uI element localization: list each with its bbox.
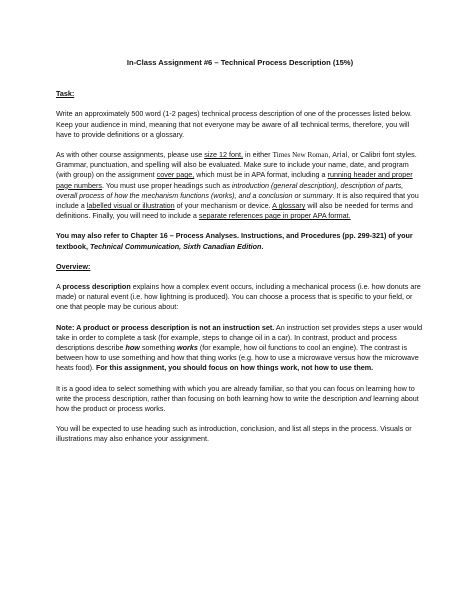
visual-requirement: labelled visual or illustration [86,201,175,211]
task-paragraph-3 [56,231,424,251]
text-run: . You must use proper headings such as [101,180,232,190]
overview-paragraph-3 [56,384,424,415]
text-run: It is a good idea to select something with which you are already familiar, so that you can focus on learning how to write the process description, rather than focusing on both learning how to write the description [56,383,415,403]
emphasis-and: and [359,393,372,403]
overview-paragraph-4: You will be expected to use heading such as introduction, conclusion, and list all steps in the process. Visuals or illustrations may also enhance your assignment. [56,424,412,444]
text-run: which must be in APA format, including a [194,170,328,180]
font-name-times: Times New Roman [272,151,329,160]
text-run: something [139,343,178,353]
emphasis-how: how [125,343,140,353]
note-text: Note: A product or process description is not an instruction set. [56,322,275,332]
overview-heading: Overview: [56,261,91,271]
text-run: An instruction set provides steps a user would take in order to complete a task (for example, steps to change oil in a car). In contrast, product and process descriptions describe [56,322,423,353]
text-run: learning about how the product or process works. [56,393,419,414]
text-run: . [261,241,264,251]
overview-paragraph-2 [56,323,424,374]
page-title: In-Class Assignment #6 – Technical Process Description (15%) [126,58,354,67]
glossary-requirement: A glossary [272,201,306,211]
text-run: (for example, how oil functions to cool an engine). The contrast is between how to use something and how that thing works (e.g. how to use a microwave versus how the microwave heats food). [56,343,419,373]
text-run: A [56,282,63,292]
text-run: , [328,150,333,160]
font-name-arial: Arial [332,151,348,160]
text-run: , or Calibri font styles. Grammar, punctuation, and spelling will also be evaluated. Make sure to include your name, date, and program (with group) on the assignment [56,150,417,180]
cover-page-requirement: cover page, [156,170,195,180]
header-requirement: running header and proper page numbers [56,170,413,190]
task-paragraph-1: Write an approximately 500 word (1-2 pages) technical process description of one of the processes listed below. Keep your audience in mind, meaning that not everyone may be aware of all technical terms, therefore, you will have to provide definitions or a glossary. [56,109,412,139]
headings-list: introduction (general description), description of parts, overall process of how the mechanism functions (works), and a conclusion or summary [56,180,404,200]
text-run: As with other course assignments, please use [56,150,205,160]
focus-statement: For this assignment, you should focus on how things work, not how to use them. [95,363,374,373]
references-requirement: separate references page in proper APA format. [198,211,351,221]
text-run: of your mechanism or device. [174,201,273,211]
term-process-description: process description [62,282,131,292]
text-run: will also be needed for terms and definitions. Finally, you will need to include a [56,201,413,221]
textbook-title: Technical Communication, Sixth Canadian Edition [89,241,262,251]
font-size-requirement: size 12 font, [204,150,243,160]
task-paragraph-2 [56,150,424,221]
overview-paragraph-1 [56,282,424,313]
text-run: in either [242,150,273,160]
text-run: explains how a complex event occurs, including a mechanical process (i.e. how donuts are made) or natural event (i.e. how lightning is produced). You can choose a process that is specific to your field, or one that people may be curious about: [56,282,421,312]
task-heading: Task: [56,89,75,99]
text-run: You may also refer to Chapter 16 – Process Analyses. Instructions, and Procedures (pp. 299-321) of your textbook, [56,231,413,251]
emphasis-works: works [177,343,198,353]
text-run: . It is also required that you include a [56,190,419,211]
